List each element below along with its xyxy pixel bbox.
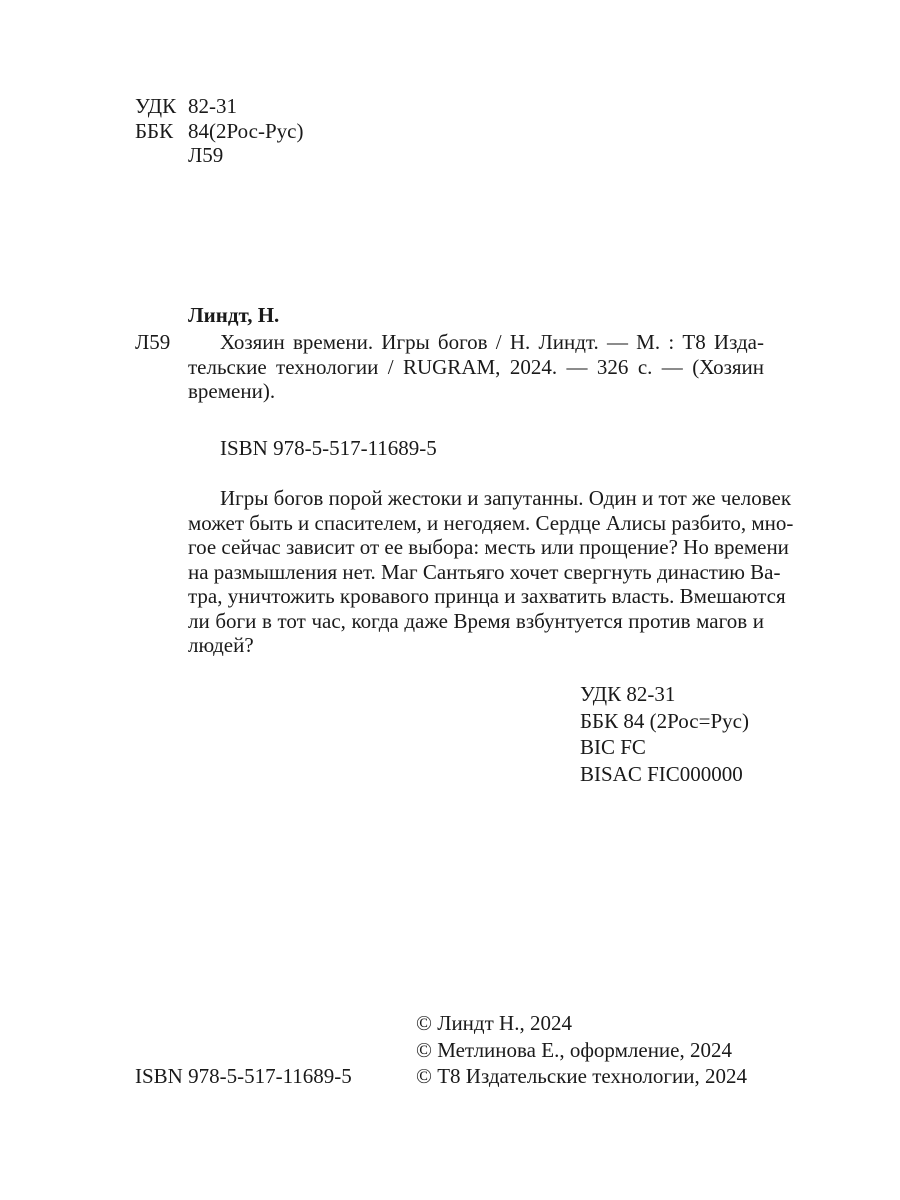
copyright-author: © Линдт Н., 2024	[416, 1011, 572, 1035]
annotation	[188, 486, 794, 658]
classification-bisac: BISAC FIC000000	[580, 761, 743, 786]
annotation-line: Игры богов порой жестоки и запутанны. Один и тот же человек	[220, 486, 792, 510]
bibliographic-description	[188, 330, 764, 404]
annotation-line: людей?	[188, 633, 254, 657]
udk-value: 82-31	[188, 94, 237, 118]
bbk-value: 84(2Рос-Рус)	[188, 118, 304, 143]
top-author-sign: Л59	[188, 143, 224, 167]
annotation-line: ли боги в тот час, когда даже Время взбунтуется против магов и	[188, 608, 764, 633]
classification-bic: BIC FC	[580, 735, 646, 759]
right-classification	[580, 682, 749, 788]
annotation-line: на размышления нет. Маг Сантьяго хочет свергнуть династию Ва-	[188, 559, 781, 584]
copyright-design: © Метлинова Е., оформление, 2024	[416, 1037, 732, 1062]
copyright-publisher: © Т8 Издательские технологии, 2024	[416, 1064, 747, 1088]
entry-isbn: ISBN 978-5-517-11689-5	[220, 436, 437, 460]
udk-row	[135, 94, 303, 119]
author-sign-row	[135, 143, 303, 168]
bbk-row	[135, 119, 303, 144]
author-heading: Линдт, Н.	[188, 303, 280, 327]
top-classification	[135, 94, 303, 168]
annotation-line: может быть и спасителем, и негодяем. Сердце Алисы разбито, мно-	[188, 510, 794, 535]
biblio-line: Хозяин времени. Игры богов / Н. Линдт. — М. : Т8 Изда-	[220, 330, 764, 354]
classification-bbk: ББК 84 (2Рос=Рус)	[580, 708, 749, 733]
biblio-line: тельские технологии / RUGRAM, 2024. — 326 с. — (Хозяин	[188, 354, 764, 379]
annotation-line: гое сейчас зависит от ее выбора: месть или прощение? Но времени	[188, 535, 789, 559]
annotation-line: тра, уничтожить кровавого принца и захватить власть. Вмешаются	[188, 584, 786, 608]
bottom-isbn: ISBN 978-5-517-11689-5	[135, 1064, 352, 1088]
classification-udk: УДК 82-31	[580, 682, 676, 706]
biblio-line: времени).	[188, 379, 276, 403]
entry-author-sign: Л59	[135, 330, 171, 354]
copyright-block	[416, 1011, 747, 1091]
udk-label: УДК	[135, 94, 177, 118]
bbk-label: ББК	[135, 118, 174, 143]
